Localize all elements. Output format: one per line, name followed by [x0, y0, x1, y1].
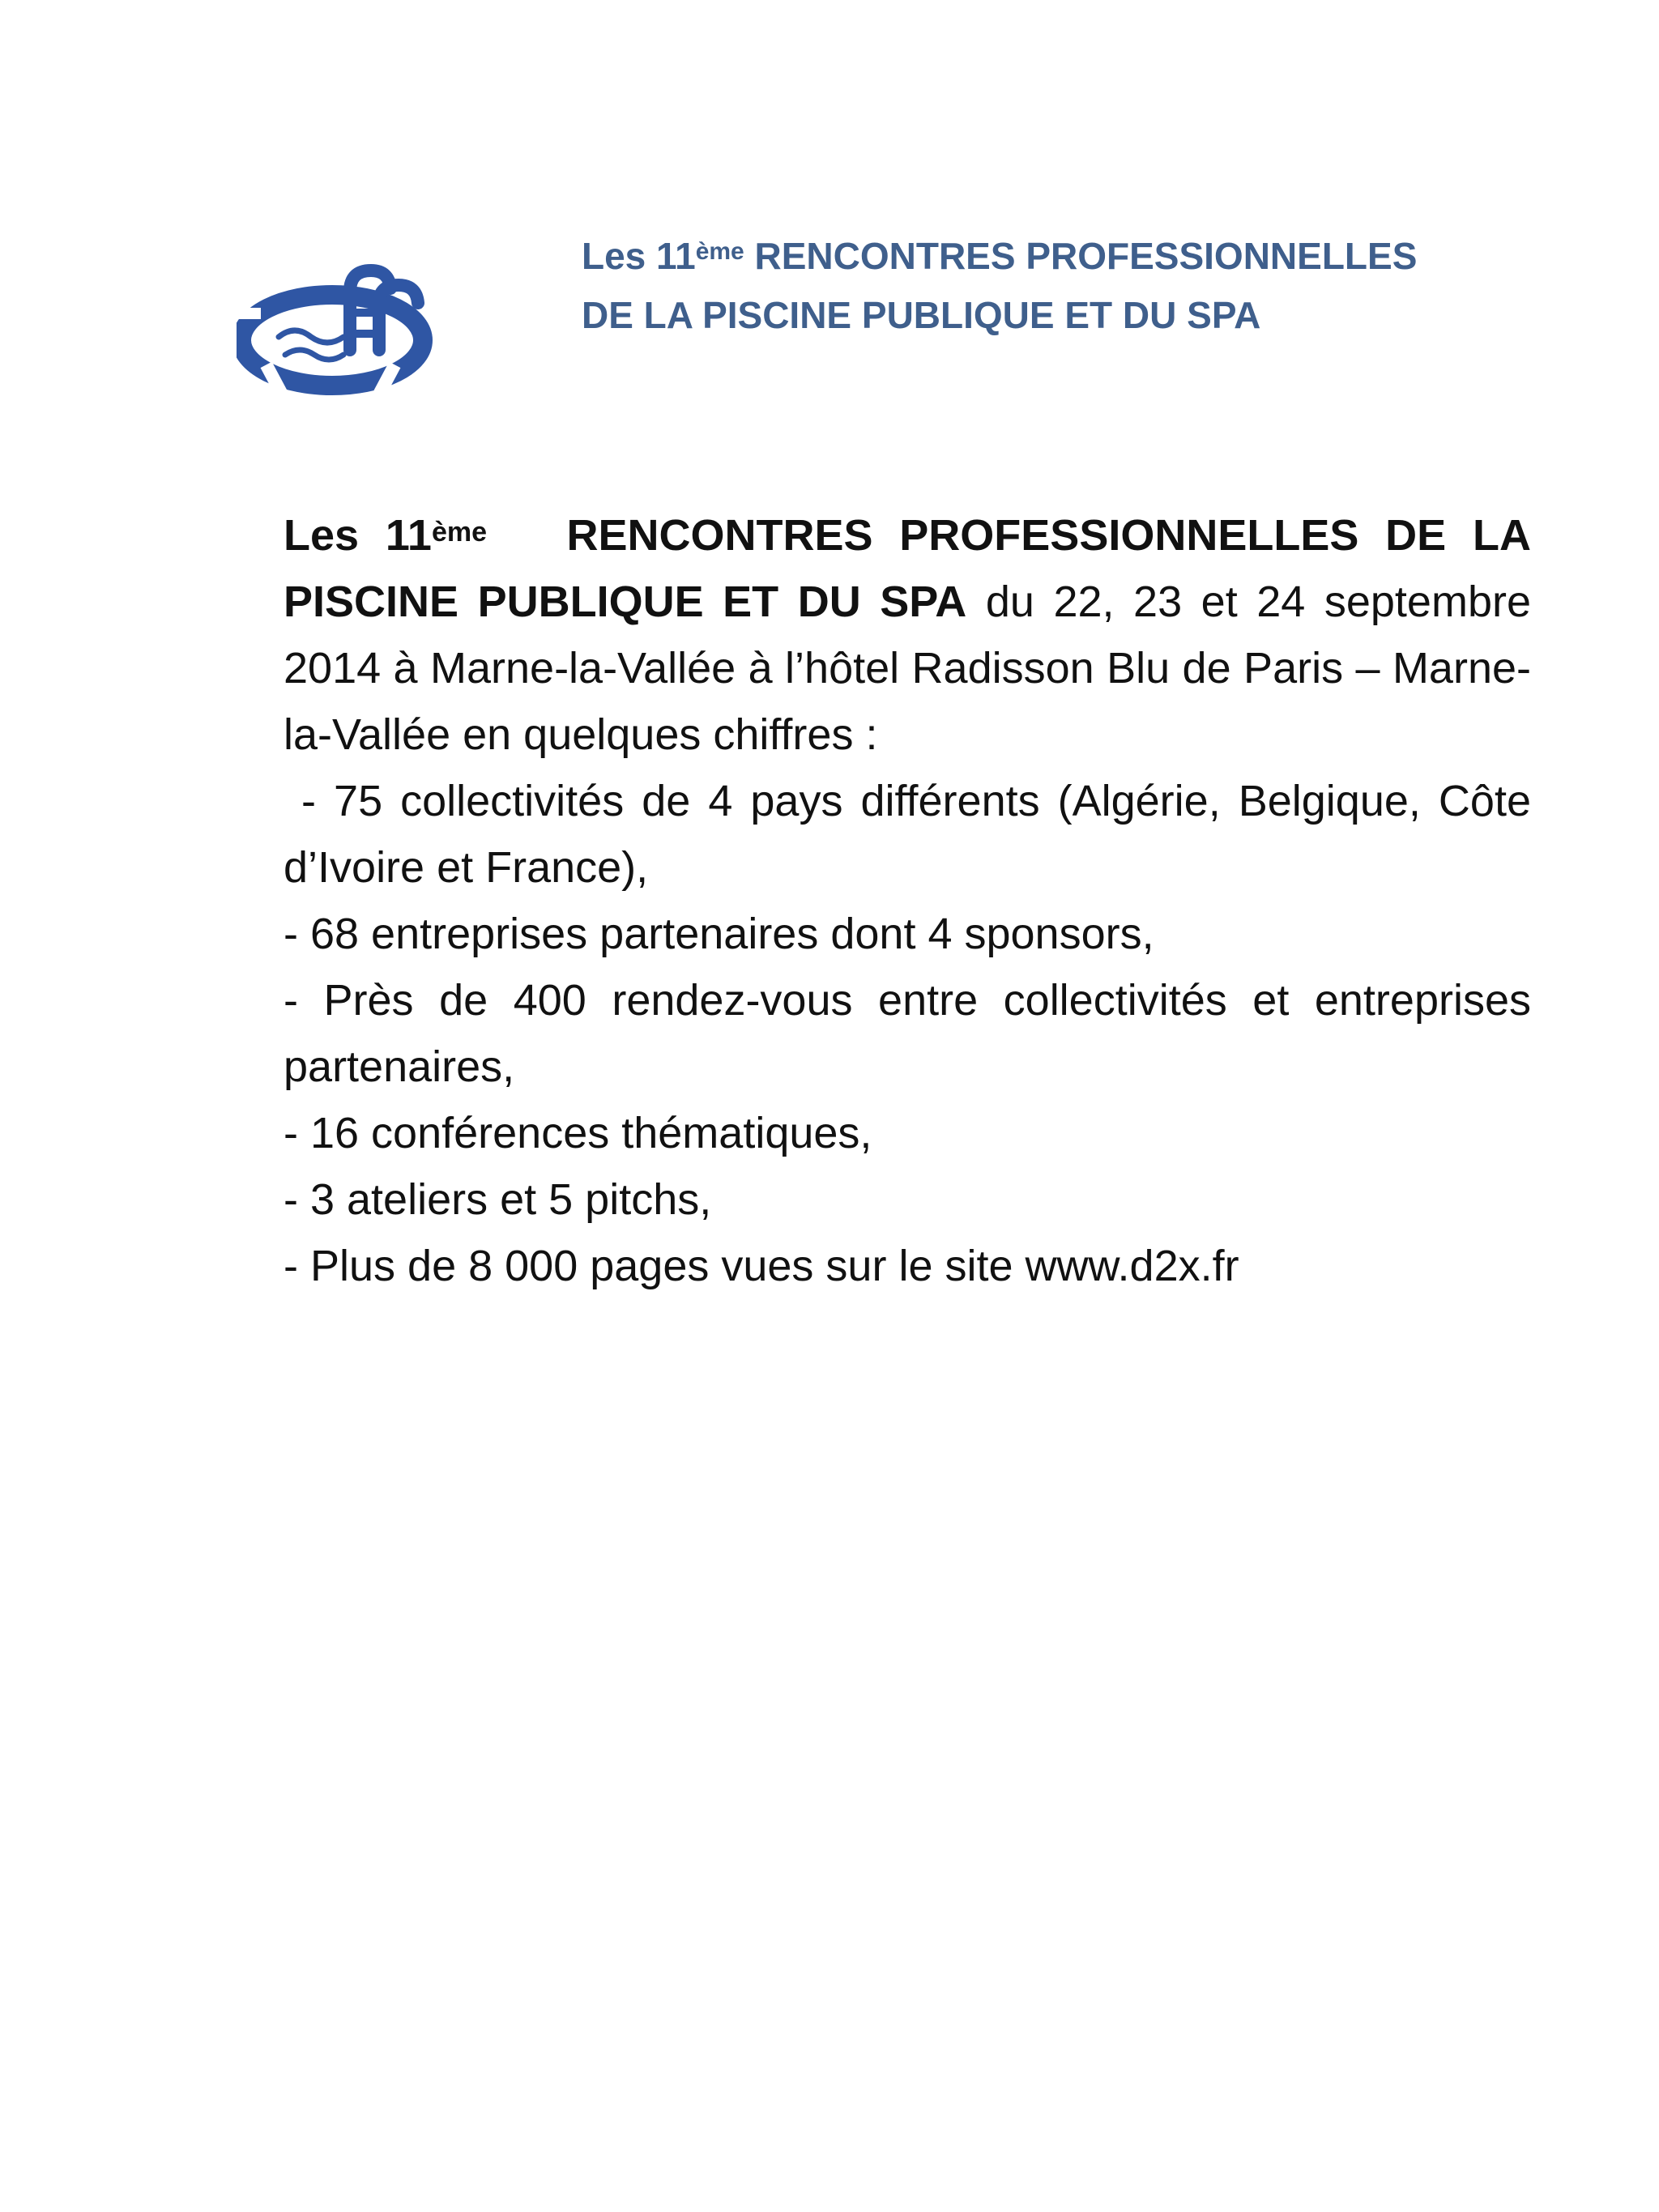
document-body [284, 502, 1543, 1299]
key-figures-list [284, 768, 1543, 1299]
header-title [582, 227, 1554, 345]
list-item: - 75 collectivités de 4 pays différents (Algérie, Belgique, Côte d’Ivoire et France), [284, 777, 1543, 892]
pool-ladder-logo-icon [237, 259, 436, 399]
list-item: - 16 conférences thématiques, [284, 1109, 872, 1157]
intro-paragraph [284, 502, 1531, 768]
header-title-line2: DE LA PISCINE PUBLIQUE ET DU SPA [582, 294, 1261, 336]
event-name: Les 11ème RENCONTRES PROFESSIONNELLES DE LA PISCINE PUBLIQUE ET DU SPA [284, 511, 1531, 626]
header-title-line1: Les 11ème RENCONTRES PROFESSIONNELLES [582, 235, 1418, 277]
event-details: du 22, 23 et 24 septembre 2014 à Marne-la-Vallée à l’hôtel Radisson Blu de Paris – Marne-la-Vallée en quelques chiffres : [284, 578, 1531, 759]
list-item: - Plus de 8 000 pages vues sur le site www.d2x.fr [284, 1242, 1239, 1290]
list-item: - 3 ateliers et 5 pitchs, [284, 1175, 712, 1224]
list-item: - Près de 400 rendez-vous entre collectivités et entreprises partenaires, [284, 976, 1531, 1091]
list-item: - 68 entreprises partenaires dont 4 sponsors, [284, 910, 1154, 958]
